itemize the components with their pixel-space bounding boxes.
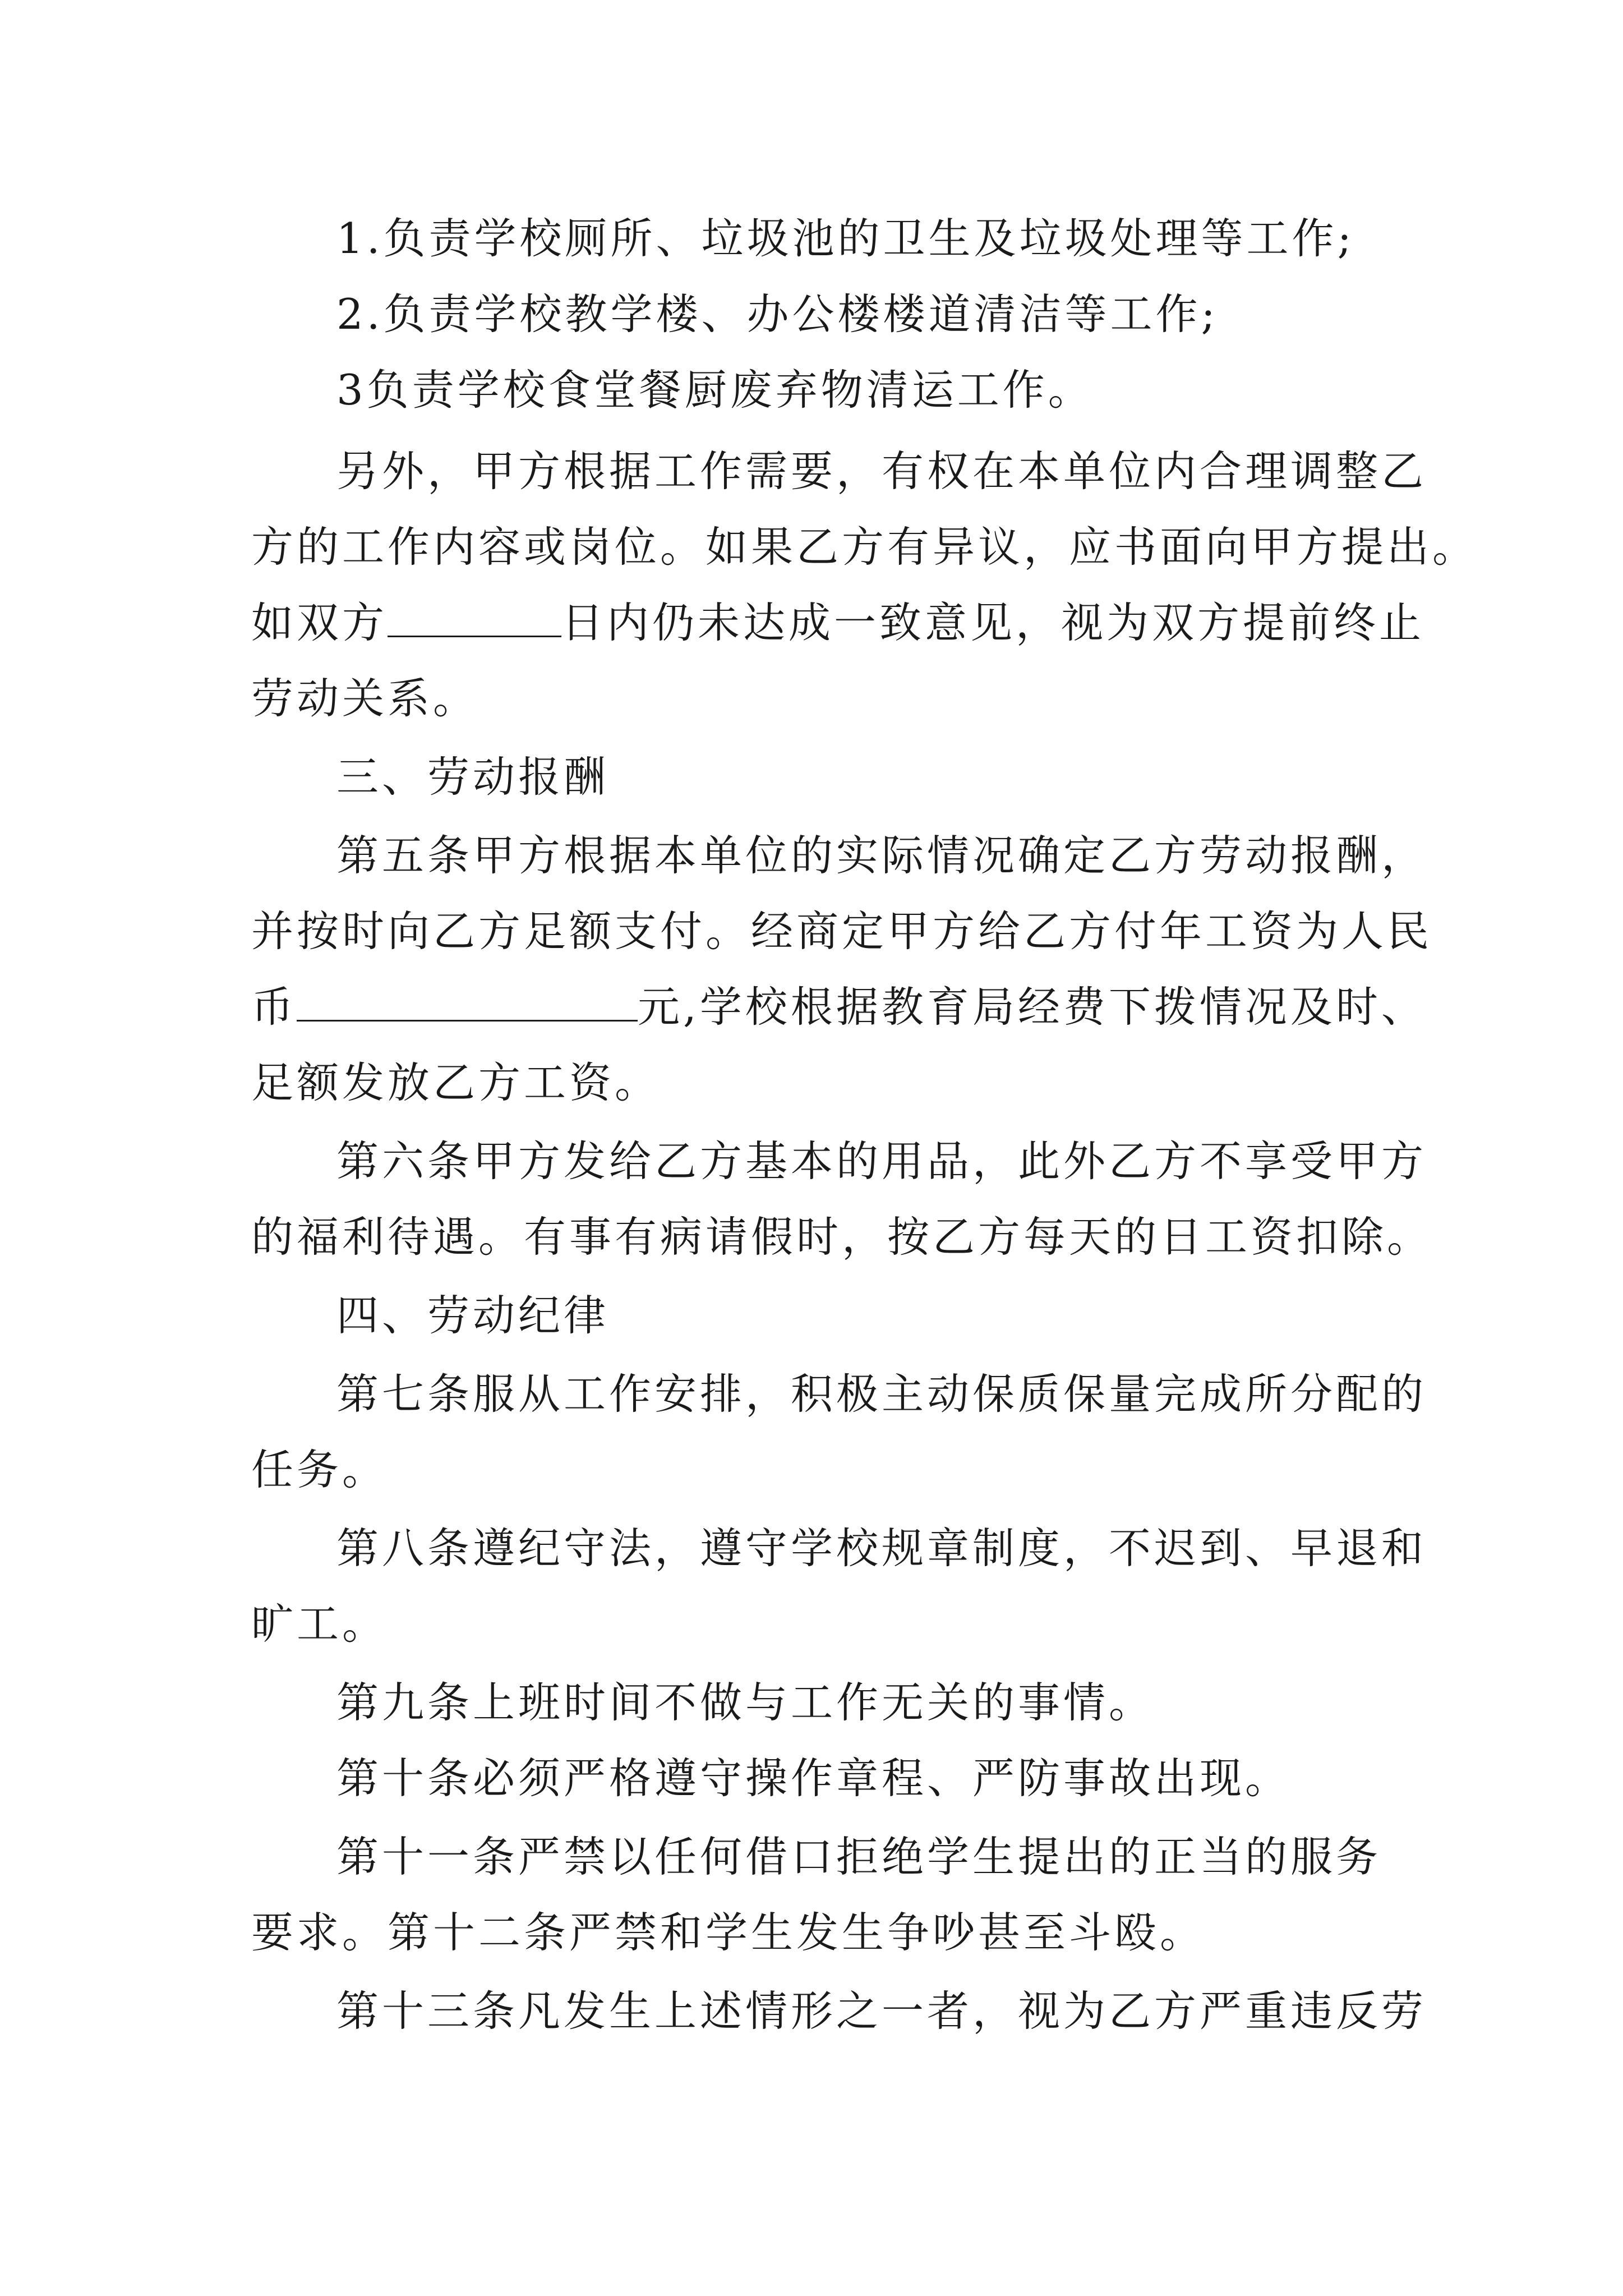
- section-heading: 四、劳动纪律: [336, 1291, 610, 1340]
- section-heading: 三、劳动报酬: [336, 752, 610, 802]
- paragraph-line: 另外，甲方根据工作需要，有权在本单位内合理调整乙: [336, 447, 1427, 496]
- duty-item-2: 2.负责学校教学楼、办公楼楼道清洁等工作;: [336, 289, 1219, 339]
- paragraph-line: 足额发放乙方工资。: [251, 1058, 661, 1107]
- paragraph-line: 第八条遵纪守法，遵守学校规章制度，不迟到、早退和: [336, 1524, 1427, 1573]
- paragraph-line: 的福利待遇。有事有病请假时，按乙方每天的日工资扣除。: [251, 1212, 1433, 1262]
- duty-item-3: 3负责学校食堂餐厨废弃物清运工作。: [336, 365, 1094, 415]
- duty-item-1: 1.负责学校厕所、垃圾池的卫生及垃圾处理等工作;: [336, 214, 1355, 263]
- paragraph-line: 方的工作内容或岗位。如果乙方有异议，应书面向甲方提出。: [251, 522, 1478, 572]
- paragraph-line: 任务。: [251, 1445, 388, 1494]
- paragraph-line: 第七条服从工作安排，积极主动保质保量完成所分配的: [336, 1369, 1427, 1419]
- paragraph-line: 第五条甲方根据本单位的实际情况确定乙方劳动报酬，: [336, 831, 1427, 880]
- paragraph-line: 第六条甲方发给乙方基本的用品，此外乙方不享受甲方: [336, 1137, 1427, 1186]
- text-segment: 日内仍未达成一致意见，视为双方提前终止: [561, 598, 1425, 647]
- paragraph-line: 并按时向乙方足额支付。经商定甲方给乙方付年工资为人民: [251, 907, 1433, 956]
- fill-in-blank-salary: [297, 985, 638, 1022]
- paragraph-line: 第十条必须严格遵守操作章程、严防事故出现。: [336, 1754, 1291, 1803]
- fill-in-blank-days: [388, 601, 561, 637]
- text-segment: 元,学校根据教育局经费下拨情况及时、: [638, 982, 1427, 1032]
- paragraph-line: 劳动关系。: [251, 674, 479, 723]
- paragraph-line-with-blank: [251, 979, 1427, 1035]
- paragraph-line: 第九条上班时间不做与工作无关的事情。: [336, 1678, 1155, 1727]
- paragraph-line: 第十三条凡发生上述情形之一者，视为乙方严重违反劳: [336, 1986, 1427, 2036]
- paragraph-line: 第十一条严禁以任何借口拒绝学生提出的正当的服务: [336, 1832, 1382, 1881]
- text-segment: 币: [251, 982, 297, 1032]
- paragraph-line: 要求。第十二条严禁和学生发生争吵甚至斗殴。: [251, 1908, 1206, 1957]
- paragraph-line: 旷工。: [251, 1599, 388, 1649]
- text-segment: 如双方: [251, 598, 388, 647]
- paragraph-line-with-blank: [251, 595, 1424, 651]
